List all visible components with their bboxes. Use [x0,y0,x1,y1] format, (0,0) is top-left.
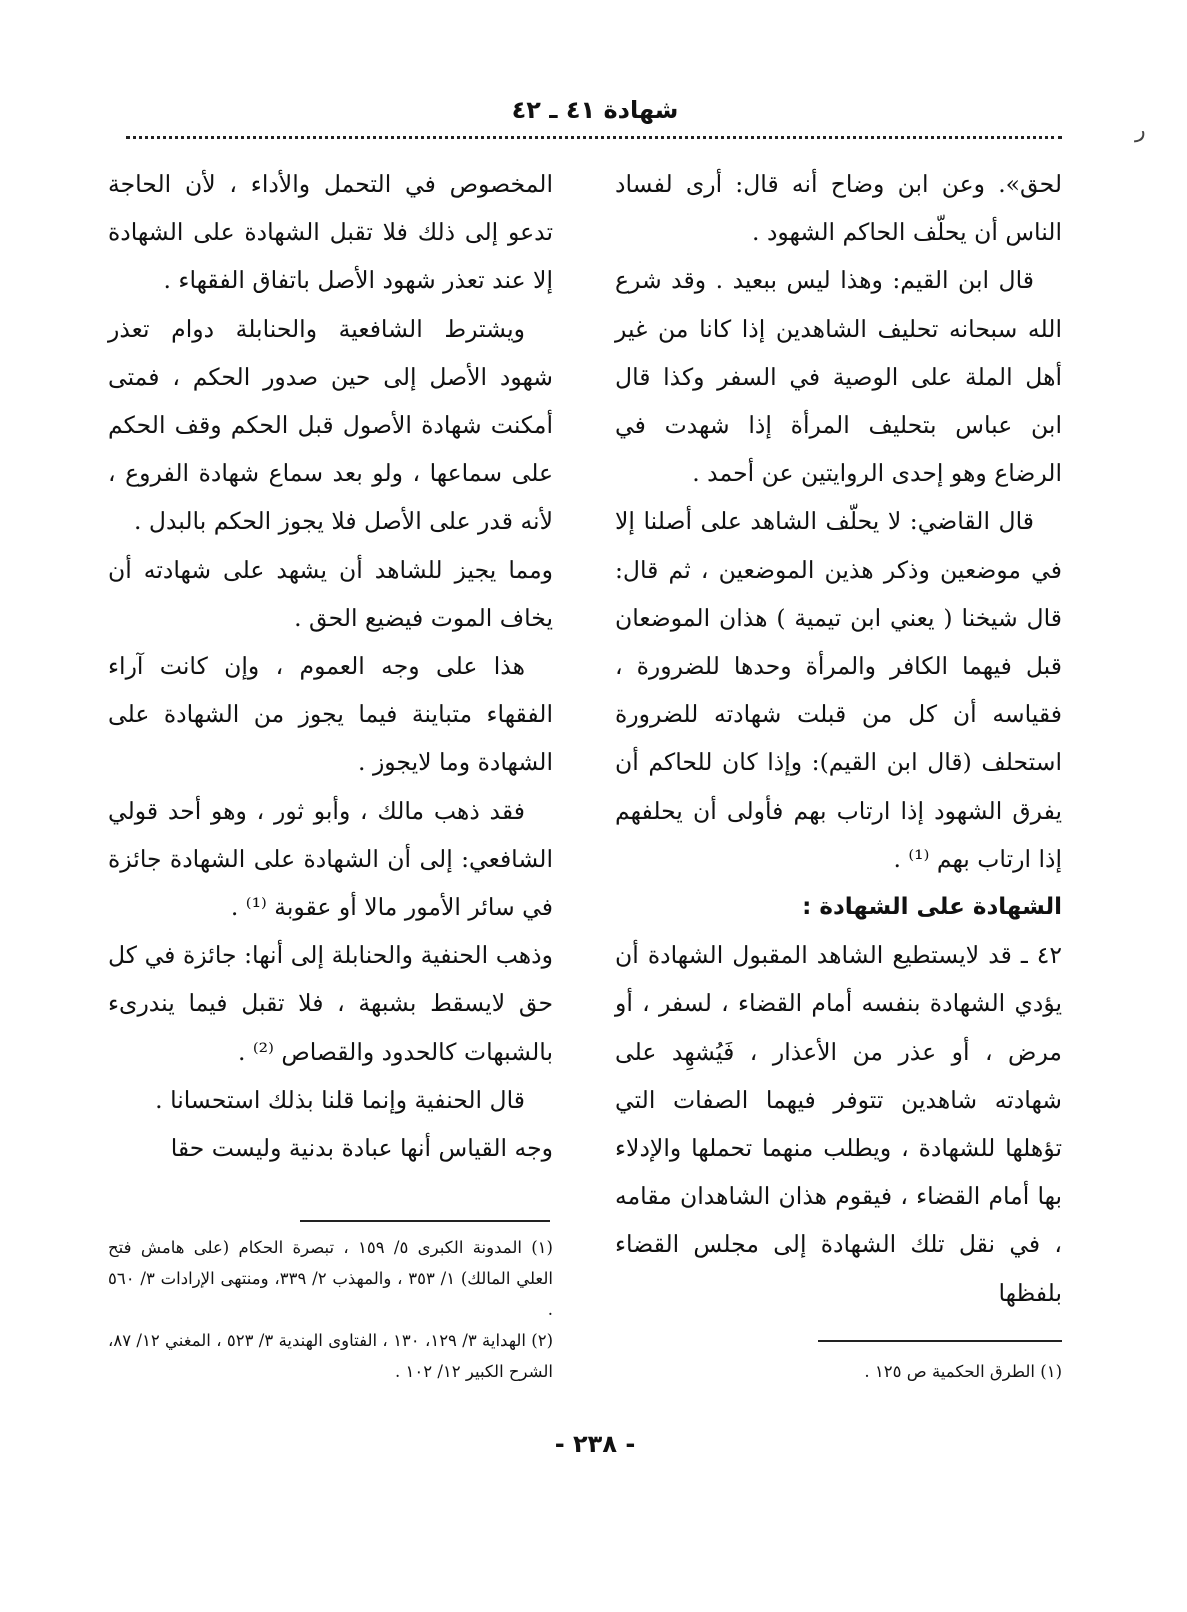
paragraph: قال القاضي: لا يحلّف الشاهد على أصلنا إلا في موضعين وذكر هذين الموضعين ، ثم قال: قال شيخنا ( يعني ابن تيمية ) هذان الموضعان قبل فيهما الكافر والمرأة وحدها للضرورة ، فقياسه أن كل من قبلت شهادته للضرورة استحلف (قال ابن القيم): وإذا كان للحاكم أن يفرق الشهود إذا ارتاب بهم فأولى أن يحلفهم إذا ارتاب بهم ⁽¹⁾ . [615,507,1062,873]
paragraph: وذهب الحنفية والحنابلة إلى أنها: جائزة في كل حق لايسقط بشبهة ، فلا تقبل فيما يندرىء بالشبهات كالحدود والقصاص ⁽²⁾ . [108,941,553,1066]
paragraph: المخصوص في التحمل والأداء ، لأن الحاجة تدعو إلى ذلك فلا تقبل الشهادة على الشهادة إلا عند تعذر شهود الأصل باتفاق الفقهاء . [108,170,553,295]
margin-mark: ﺭ [1135,118,1146,143]
paragraph: فقد ذهب مالك ، وأبو ثور ، وهو أحد قولي الشافعي: إلى أن الشهادة على الشهادة جائزة في سائر الأمور مالا أو عقوبة ⁽¹⁾ . [108,796,553,922]
section-heading: الشهادة على الشهادة : [802,894,1062,921]
page-number: - ٢٣٨ - [554,1430,636,1458]
paragraph: هذا على وجه العموم ، وإن كانت آراء الفقهاء متباينة فيما يجوز من الشهادة على الشهادة وما لايجوز . [108,652,553,777]
footnote-divider [300,1220,550,1222]
footnote-divider [818,1340,1062,1342]
paragraph: قال ابن القيم: وهذا ليس ببعيد . وقد شرع الله سبحانه تحليف الشاهدين إذا كانا من غير أهل الملة على الوصية في السفر وكذا قال ابن عباس بتحليف المرأة إذا شهدت في الرضاع وهو إحدى الروايتين عن أحمد . [615,266,1062,488]
paragraph: لحق». وعن ابن وضاح أنه قال: أرى لفساد الناس أن يحلّف الحاكم الشهود . [615,170,1062,247]
header-divider [126,136,1062,139]
footnote: (١) الطرق الحكمية ص ١٢٥ . [864,1362,1062,1381]
paragraph: ويشترط الشافعية والحنابلة دوام تعذر شهود الأصل إلى حين صدور الحكم ، فمتى أمكنت شهادة الأصول قبل الحكم وقف الحكم على سماعها ، ولو بعد سماع شهادة الفروع ، لأنه قدر على الأصل فلا يجوز الحكم بالبدل . [108,314,553,536]
footnote: (٢) الهداية ٣/ ١٢٩، ١٣٠ ، الفتاوى الهندية ٣/ ٥٢٣ ، المغني ١٢/ ٨٧، الشرح الكبير ١٢/ ١٠٢ . [108,1331,554,1381]
left-column [108,160,553,1172]
paragraph: ٤٢ ـ قد لايستطيع الشاهد المقبول الشهادة أن يؤدي الشهادة بنفسه أمام القضاء ، لسفر ، أو مرض ، أو عذر من الأعذار ، فَيُشهِد على شهادته شاهدين تتوفر فيهما الصفات التي تؤهلها للشهادة ، ويطلب منهما تحملها والإدلاء بها أمام القضاء ، فيقوم هذان الشاهدان مقامه ، في نقل تلك الشهادة إلى مجلس القضاء بلفظها [615,941,1062,1307]
paragraph: ومما يجيز للشاهد أن يشهد على شهادته أن يخاف الموت فيضيع الحق . [108,555,553,632]
footnotes-right [615,1356,1062,1387]
paragraph: قال الحنفية وإنما قلنا بذلك استحسانا . [155,1085,525,1114]
footnotes-left [108,1232,553,1387]
page-header: شهادة ٤١ ـ ٤٢ [511,96,679,124]
right-column [615,160,1062,1317]
paragraph: وجه القياس أنها عبادة بدنية وليست حقا [170,1134,553,1163]
footnote: (١) المدونة الكبرى ٥/ ١٥٩ ، تبصرة الحكام (على هامش فتح العلي المالك) ١/ ٣٥٣ ، والمهذب ٢/ ٣٣٩، ومنتهى الإرادات ٣/ ٥٦٠ . [108,1238,554,1319]
